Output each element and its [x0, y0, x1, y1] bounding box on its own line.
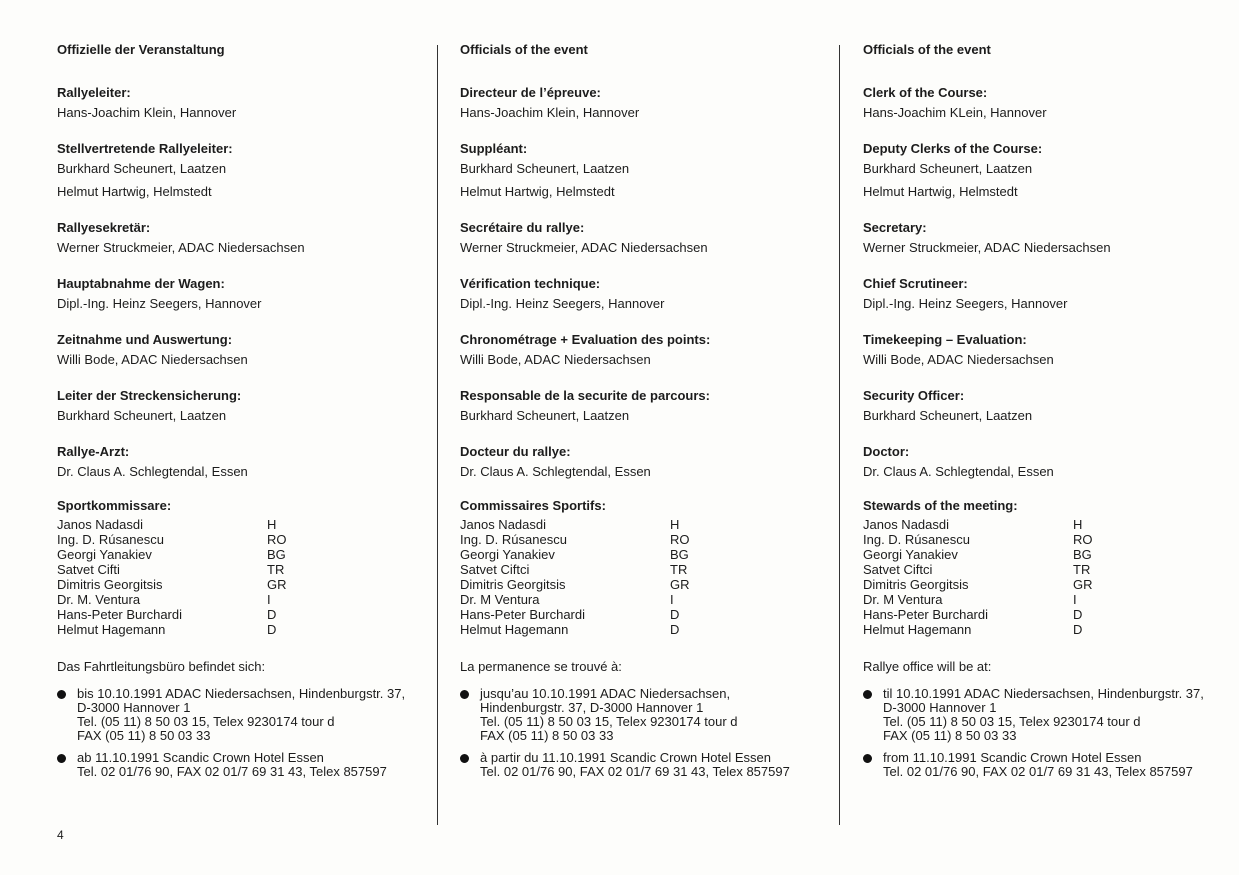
column-header: Offizielle der Veranstaltung [57, 42, 225, 57]
office-bullet [57, 687, 417, 743]
office-line: Tel. 02 01/76 90, FAX 02 01/7 69 31 43, Telex 857597 [883, 764, 1193, 779]
official-name: Hans-Joachim KLein, Hannover [863, 105, 1047, 120]
steward-name: Janos Nadasdi [460, 517, 546, 532]
column-divider [437, 45, 438, 825]
official-section [863, 141, 1223, 200]
steward-country-code: GR [1073, 577, 1093, 592]
stewards-title: Sportkommissare: [57, 498, 172, 513]
official-section [57, 388, 417, 424]
column-divider [839, 45, 840, 825]
steward-name: Satvet Ciftci [863, 562, 933, 577]
official-name: Dr. Claus A. Schlegtendal, Essen [57, 464, 248, 479]
steward-name: Ing. D. Rúsanescu [57, 532, 164, 547]
steward-country-code: D [1073, 607, 1083, 622]
steward-country-code: D [267, 622, 277, 637]
section-title: Chronométrage + Evaluation des points: [460, 332, 711, 347]
steward-name: Helmut Hagemann [863, 622, 972, 637]
official-section [863, 220, 1223, 256]
steward-name: Ing. D. Rúsanescu [460, 532, 567, 547]
steward-country-code: I [1073, 592, 1077, 607]
section-title: Rallye-Arzt: [57, 444, 130, 459]
office-bullet [460, 687, 820, 743]
section-title: Vérification technique: [460, 276, 601, 291]
steward-country-code: GR [267, 577, 287, 592]
steward-name: Dimitris Georgitsis [460, 577, 566, 592]
steward-name: Satvet Ciftci [460, 562, 530, 577]
office-intro: Rallye office will be at: [863, 659, 992, 674]
office-line: Tel. (05 11) 8 50 03 15, Telex 9230174 tour d [480, 714, 738, 729]
steward-row [460, 517, 820, 532]
steward-name: Dr. M. Ventura [57, 592, 141, 607]
steward-country-code: BG [1073, 547, 1092, 562]
steward-name: Georgi Yanakiev [863, 547, 958, 562]
official-name: Helmut Hartwig, Helmstedt [57, 184, 212, 199]
section-title: Leiter der Streckensicherung: [57, 388, 242, 403]
stewards-section [863, 498, 1223, 637]
steward-row [863, 577, 1223, 592]
steward-country-code: TR [670, 562, 688, 577]
official-name: Hans-Joachim Klein, Hannover [460, 105, 640, 120]
official-section [460, 388, 820, 424]
steward-name: Dimitris Georgitsis [57, 577, 163, 592]
steward-row [57, 607, 417, 622]
steward-name: Georgi Yanakiev [460, 547, 555, 562]
steward-row [460, 607, 820, 622]
column-header: Officials of the event [863, 42, 991, 57]
official-section [57, 444, 417, 480]
office-line: from 11.10.1991 Scandic Crown Hotel Essen [883, 750, 1142, 765]
official-name: Dipl.-Ing. Heinz Seegers, Hannover [57, 296, 262, 311]
section-title: Rallyeleiter: [57, 85, 131, 100]
steward-row [460, 547, 820, 562]
official-name: Dipl.-Ing. Heinz Seegers, Hannover [863, 296, 1068, 311]
steward-row [57, 622, 417, 637]
official-section [863, 332, 1223, 368]
section-title: Responsable de la securite de parcours: [460, 388, 710, 403]
steward-name: Dr. M Ventura [460, 592, 540, 607]
official-section [863, 444, 1223, 480]
steward-country-code: D [267, 607, 277, 622]
office-bullet [460, 751, 820, 779]
steward-name: Dr. M Ventura [863, 592, 943, 607]
stewards-section [57, 498, 417, 637]
section-title: Directeur de l’épreuve: [460, 85, 601, 100]
official-section [57, 85, 417, 121]
official-name: Helmut Hartwig, Helmstedt [460, 184, 615, 199]
official-name: Dipl.-Ing. Heinz Seegers, Hannover [460, 296, 665, 311]
steward-name: Georgi Yanakiev [57, 547, 152, 562]
bullet-dot-icon [460, 754, 469, 763]
steward-name: Janos Nadasdi [57, 517, 143, 532]
steward-country-code: D [670, 622, 680, 637]
section-title: Security Officer: [863, 388, 965, 403]
steward-name: Helmut Hagemann [57, 622, 166, 637]
steward-country-code: I [670, 592, 674, 607]
column-french [460, 42, 820, 787]
official-name: Willi Bode, ADAC Niedersachsen [863, 352, 1054, 367]
column-english [863, 42, 1223, 787]
office-line: Tel. 02 01/76 90, FAX 02 01/7 69 31 43, Telex 857597 [480, 764, 790, 779]
bullet-dot-icon [57, 754, 66, 763]
stewards-section [460, 498, 820, 637]
official-section [57, 276, 417, 312]
steward-name: Dimitris Georgitsis [863, 577, 969, 592]
steward-row [863, 532, 1223, 547]
official-name: Burkhard Scheunert, Laatzen [460, 408, 630, 423]
official-section [57, 220, 417, 256]
steward-country-code: BG [267, 547, 286, 562]
section-title: Timekeeping – Evaluation: [863, 332, 1027, 347]
office-line: ab 11.10.1991 Scandic Crown Hotel Essen [77, 750, 324, 765]
steward-row [863, 592, 1223, 607]
official-name: Werner Struckmeier, ADAC Niedersachsen [57, 240, 305, 255]
official-section [460, 276, 820, 312]
steward-country-code: RO [1073, 532, 1093, 547]
steward-country-code: H [267, 517, 277, 532]
office-bullet [863, 687, 1223, 743]
office-line: D-3000 Hannover 1 [883, 700, 997, 715]
official-section [460, 332, 820, 368]
stewards-title: Commissaires Sportifs: [460, 498, 606, 513]
official-name: Werner Struckmeier, ADAC Niedersachsen [863, 240, 1111, 255]
section-title: Stellvertretende Rallyeleiter: [57, 141, 233, 156]
office-line: Tel. (05 11) 8 50 03 15, Telex 9230174 tour d [77, 714, 335, 729]
office-bullet [863, 751, 1223, 779]
steward-country-code: H [1073, 517, 1083, 532]
office-intro: La permanence se trouvé à: [460, 659, 622, 674]
steward-row [460, 562, 820, 577]
office-intro: Das Fahrtleitungsbüro befindet sich: [57, 659, 266, 674]
official-name: Burkhard Scheunert, Laatzen [863, 161, 1033, 176]
office-line: FAX (05 11) 8 50 03 33 [480, 728, 614, 743]
page-number: 4 [57, 828, 64, 842]
steward-row [460, 577, 820, 592]
steward-name: Ing. D. Rúsanescu [863, 532, 970, 547]
official-section [460, 85, 820, 121]
bullet-dot-icon [863, 690, 872, 699]
bullet-dot-icon [460, 690, 469, 699]
office-line: til 10.10.1991 ADAC Niedersachsen, Hindenburgstr. 37, [883, 686, 1204, 701]
steward-row [460, 592, 820, 607]
section-title: Zeitnahme und Auswertung: [57, 332, 233, 347]
official-name: Dr. Claus A. Schlegtendal, Essen [460, 464, 651, 479]
steward-country-code: H [670, 517, 680, 532]
bullet-dot-icon [863, 754, 872, 763]
official-name: Dr. Claus A. Schlegtendal, Essen [863, 464, 1054, 479]
steward-country-code: GR [670, 577, 690, 592]
steward-name: Janos Nadasdi [863, 517, 949, 532]
steward-row [57, 577, 417, 592]
steward-row [57, 547, 417, 562]
official-section [863, 276, 1223, 312]
office-line: Tel. (05 11) 8 50 03 15, Telex 9230174 tour d [883, 714, 1141, 729]
office-line: D-3000 Hannover 1 [77, 700, 191, 715]
steward-row [863, 607, 1223, 622]
steward-row [863, 517, 1223, 532]
official-section [863, 388, 1223, 424]
steward-country-code: D [1073, 622, 1083, 637]
bullet-dot-icon [57, 690, 66, 699]
steward-country-code: D [670, 607, 680, 622]
column-header: Officials of the event [460, 42, 588, 57]
steward-row [863, 547, 1223, 562]
official-name: Willi Bode, ADAC Niedersachsen [57, 352, 248, 367]
steward-name: Hans-Peter Burchardi [863, 607, 988, 622]
official-section [57, 141, 417, 200]
official-name: Helmut Hartwig, Helmstedt [863, 184, 1018, 199]
official-section [460, 220, 820, 256]
steward-row [460, 532, 820, 547]
office-line: FAX (05 11) 8 50 03 33 [883, 728, 1017, 743]
office-bullet [57, 751, 417, 779]
office-line: Hindenburgstr. 37, D-3000 Hannover 1 [480, 700, 704, 715]
steward-country-code: I [267, 592, 271, 607]
office-line: FAX (05 11) 8 50 03 33 [77, 728, 211, 743]
steward-country-code: RO [670, 532, 690, 547]
official-section [460, 444, 820, 480]
steward-row [863, 622, 1223, 637]
steward-row [57, 517, 417, 532]
steward-name: Hans-Peter Burchardi [57, 607, 182, 622]
official-name: Willi Bode, ADAC Niedersachsen [460, 352, 651, 367]
official-section [57, 332, 417, 368]
steward-name: Hans-Peter Burchardi [460, 607, 585, 622]
steward-country-code: RO [267, 532, 287, 547]
section-title: Suppléant: [460, 141, 528, 156]
official-name: Hans-Joachim Klein, Hannover [57, 105, 237, 120]
section-title: Doctor: [863, 444, 910, 459]
section-title: Hauptabnahme der Wagen: [57, 276, 225, 291]
column-german [57, 42, 417, 787]
steward-row [57, 532, 417, 547]
official-name: Burkhard Scheunert, Laatzen [57, 161, 227, 176]
steward-name: Satvet Cifti [57, 562, 120, 577]
official-name: Werner Struckmeier, ADAC Niedersachsen [460, 240, 708, 255]
steward-row [863, 562, 1223, 577]
section-title: Docteur du rallye: [460, 444, 571, 459]
section-title: Secretary: [863, 220, 927, 235]
section-title: Chief Scrutineer: [863, 276, 968, 291]
official-name: Burkhard Scheunert, Laatzen [460, 161, 630, 176]
steward-row [460, 622, 820, 637]
official-section [460, 141, 820, 200]
steward-name: Helmut Hagemann [460, 622, 569, 637]
steward-country-code: BG [670, 547, 689, 562]
section-title: Secrétaire du rallye: [460, 220, 585, 235]
stewards-title: Stewards of the meeting: [863, 498, 1018, 513]
official-name: Burkhard Scheunert, Laatzen [57, 408, 227, 423]
office-line: bis 10.10.1991 ADAC Niedersachsen, Hindenburgstr. 37, [77, 686, 406, 701]
steward-country-code: TR [267, 562, 285, 577]
official-name: Burkhard Scheunert, Laatzen [863, 408, 1033, 423]
section-title: Deputy Clerks of the Course: [863, 141, 1043, 156]
official-section [863, 85, 1223, 121]
steward-row [57, 562, 417, 577]
section-title: Clerk of the Course: [863, 85, 988, 100]
office-line: jusqu’au 10.10.1991 ADAC Niedersachsen, [480, 686, 731, 701]
section-title: Rallyesekretär: [57, 220, 151, 235]
steward-country-code: TR [1073, 562, 1091, 577]
steward-row [57, 592, 417, 607]
office-line: à partir du 11.10.1991 Scandic Crown Hotel Essen [480, 750, 771, 765]
office-line: Tel. 02 01/76 90, FAX 02 01/7 69 31 43, Telex 857597 [77, 764, 387, 779]
